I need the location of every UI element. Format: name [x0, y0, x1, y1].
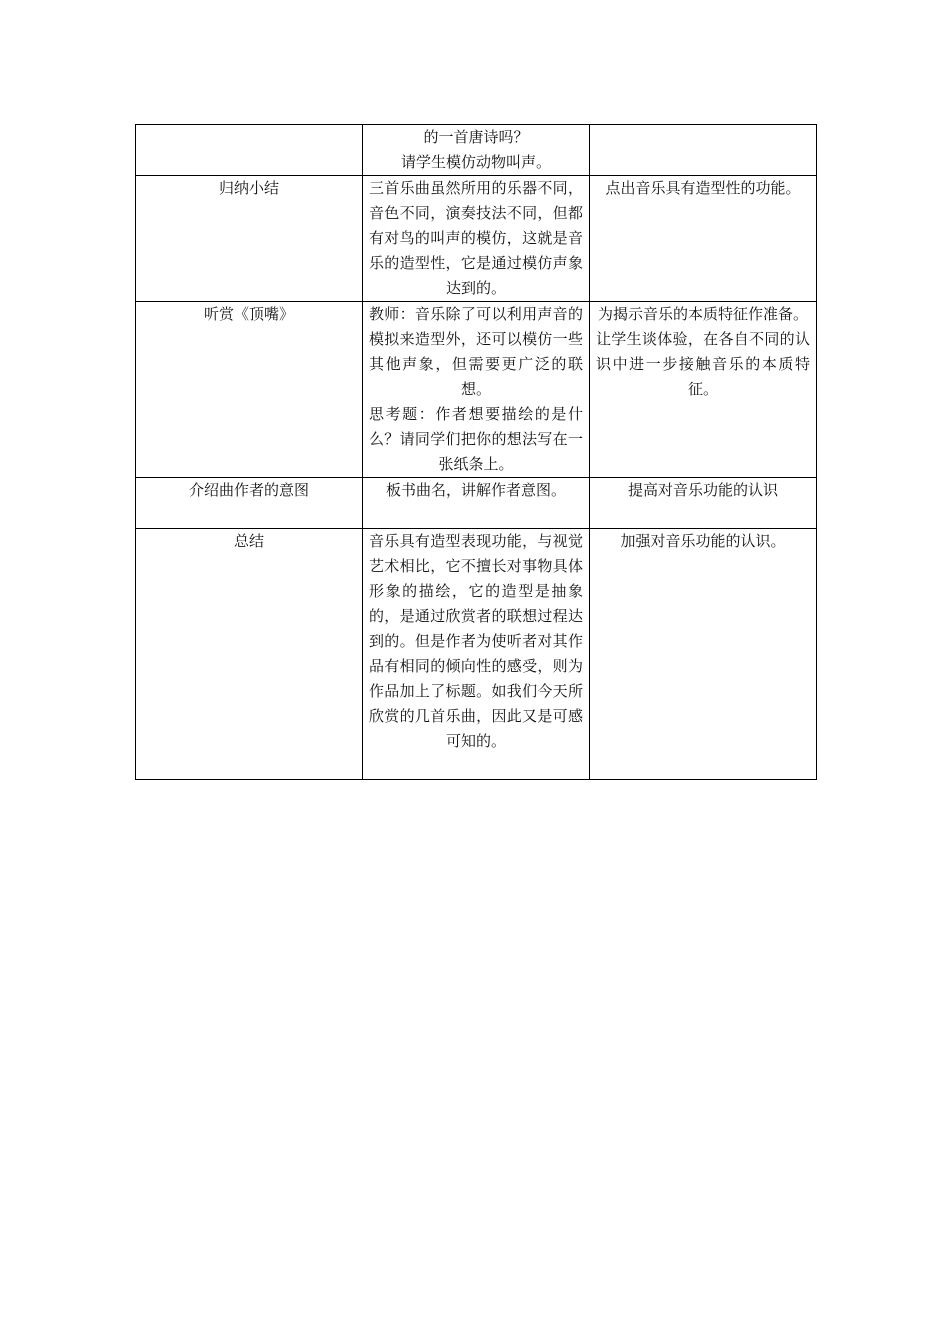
stage-label: 归纳小结 [218, 179, 279, 197]
content-text: 请学生模仿动物叫声。 [400, 153, 551, 171]
table-row [136, 478, 817, 529]
content-text: 的一首唐诗吗？ [423, 128, 529, 146]
purpose-cell [590, 478, 817, 529]
stage-cell [136, 176, 363, 302]
content-cell [363, 125, 590, 176]
content-cell [363, 529, 590, 780]
stage-cell [136, 478, 363, 529]
stage-cell [136, 125, 363, 176]
stage-label: 介绍曲作者的意图 [188, 481, 309, 499]
stage-cell [136, 529, 363, 780]
content-cell [363, 176, 590, 302]
content-text: 教师：音乐除了可以利用声音的模拟来造型外，还可以模仿一些其他声象，但需要更广泛的联想。 [369, 305, 583, 398]
table-row [136, 125, 817, 176]
purpose-text: 让学生谈体验，在各自不同的认识中进一步接触音乐的本质特征。 [596, 330, 810, 398]
purpose-cell [590, 302, 817, 478]
content-text: 板书曲名，讲解作者意图。 [385, 481, 566, 499]
purpose-cell [590, 529, 817, 780]
stage-label: 听赏《顶嘴》 [203, 305, 294, 323]
purpose-text: 点出音乐具有造型性的功能。 [605, 179, 801, 197]
table-row [136, 529, 817, 780]
purpose-text: 提高对音乐功能的认识 [627, 481, 778, 499]
stage-label: 总结 [233, 532, 264, 550]
table-row [136, 176, 817, 302]
content-cell [363, 302, 590, 478]
content-text: 思考题：作者想要描绘的是什么？请同学们把你的想法写在一张纸条上。 [369, 405, 583, 473]
content-text: 音乐具有造型表现功能，与视觉艺术相比，它不擅长对事物具体形象的描绘，它的造型是抽象的，是通过欣赏者的联想过程达到的。但是作者为使听者对其作品有相同的倾向性的感受，则为作品加上了标题。如我们今天所欣赏的几首乐曲，因此又是可感可知的。 [369, 532, 583, 750]
purpose-text: 加强对音乐功能的认识。 [620, 532, 786, 550]
purpose-text: 为揭示音乐的本质特征作准备。 [597, 305, 808, 323]
table-row [136, 302, 817, 478]
purpose-cell [590, 176, 817, 302]
purpose-cell [590, 125, 817, 176]
lesson-plan-table [135, 124, 817, 780]
content-cell [363, 478, 590, 529]
content-text: 三首乐曲虽然所用的乐器不同，音色不同，演奏技法不同，但都有对鸟的叫声的模仿，这就是音乐的造型性，它是通过模仿声象达到的。 [369, 179, 583, 297]
stage-cell [136, 302, 363, 478]
